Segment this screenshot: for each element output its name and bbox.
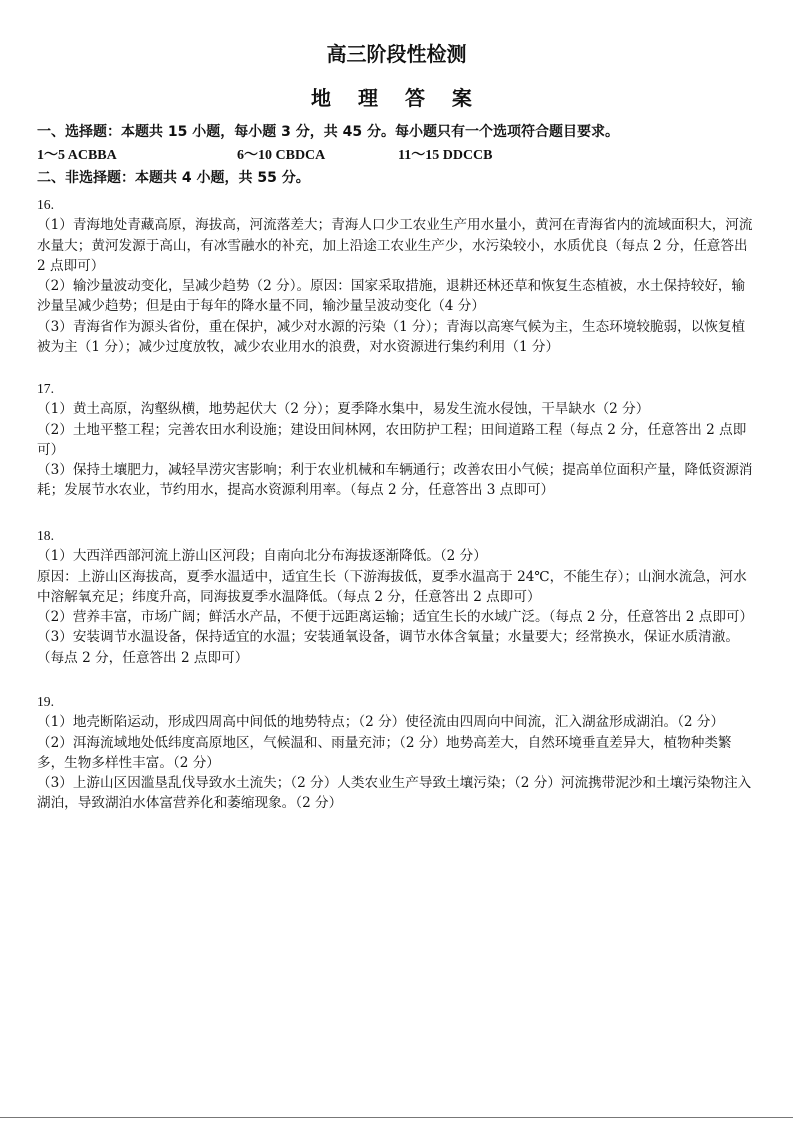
exam-subtitle: 地 理 答 案 — [311, 86, 482, 110]
question-number: 19. — [37, 694, 54, 709]
question-16 — [37, 195, 757, 357]
answer-line: （2）输沙量波动变化，呈减少趋势（2 分）。原因：国家采取措施，退耕还林还草和恢复生态植被，水土保持较好，输沙量呈减少趋势；但是由于每年的降水量不同，输沙量呈波动变化（4 分） — [37, 278, 746, 315]
question-number: 17. — [37, 381, 54, 396]
question-19 — [37, 692, 757, 814]
question-17 — [37, 379, 757, 501]
answer-line: （3）保持土壤肥力，减轻旱涝灾害影响；利于农业机械和车辆通行；改善农田小气候；提高单位面积产量，降低资源消耗；发展节水农业，节约用水，提高水资源利用率。（每点 2 分，任意答出 3 点即可） — [37, 462, 753, 499]
answer-key-1-5: 1～5 ACBBA — [37, 148, 117, 163]
answer-line: （3）青海省作为源头省份，重在保护，减少对水源的污染（1 分）；青海以高寒气候为主，生态环境较脆弱，以恢复植被为主（1 分）；减少过度放牧，减少农业用水的浪费，对水资源进行集约利用（1 分） — [37, 318, 746, 356]
answer-line: （1）黄土高原，沟壑纵横，地势起伏大（2 分）；夏季降水集中，易发生流水侵蚀，干旱缺水（2 分） — [37, 401, 650, 418]
question-18 — [37, 526, 757, 668]
section-1-heading: 一、选择题：本题共 15 小题，每小题 3 分，共 45 分。每小题只有一个选项符合题目要求。 — [37, 124, 619, 140]
answer-key-6-10: 6～10 CBDCA — [237, 148, 326, 163]
answer-line: 原因：上游山区海拔高，夏季水温适中，适宜生长（下游海拔低，夏季水温高于 24℃，不能生存）；山涧水流急，河水中溶解氧充足；纬度升高，同海拔夏季水温降低。（每点 2 分，任意答出 2 点即可） — [37, 568, 747, 605]
question-number: 18. — [37, 528, 54, 543]
answer-line: （2）土地平整工程；完善农田水利设施；建设田间林网，农田防护工程；田间道路工程（每点 2 分，任意答出 2 点即可） — [37, 421, 747, 458]
question-number: 16. — [37, 197, 54, 212]
section-2-heading: 二、非选择题：本题共 4 小题，共 55 分。 — [37, 170, 310, 186]
answer-line: （2）营养丰富，市场广阔；鲜活水产品，不便于远距离运输；适宜生长的水域广泛。（每点 2 分，任意答出 2 点即可） — [37, 609, 754, 626]
answer-line: （3）上游山区因滥垦乱伐导致水土流失；（2 分）人类农业生产导致土壤污染；（2 分）河流携带泥沙和土壤污染物注入湖泊，导致湖泊水体富营养化和萎缩现象。（2 分） — [37, 775, 752, 812]
answer-line: （1）大西洋西部河流上游山区河段；自南向北分布海拔逐渐降低。（2 分） — [37, 548, 487, 565]
page-bottom-rule — [0, 1117, 793, 1118]
answer-line: （1）青海地处青藏高原，海拔高，河流落差大；青海人口少工农业生产用水量小，黄河在青海省内的流域面积大，河流水量大；黄河发源于高山，有冰雪融水的补充，加上沿途工农业生产少，水污染较小，水质优良（每点 2 分，任意答出 2 点即可） — [37, 217, 753, 274]
answer-line: （2）洱海流域地处低纬度高原地区，气候温和、雨量充沛；（2 分）地势高差大，自然环境垂直差异大，植物种类繁多，生物多样性丰富。（2 分） — [37, 734, 732, 771]
answer-line: （3）安装调节水温设备，保持适宜的水温；安装通氧设备，调节水体含氧量；水量要大；经常换水，保证水质清澈。（每点 2 分，任意答出 2 点即可） — [37, 629, 739, 666]
answer-key-11-15: 11～15 DDCCB — [398, 148, 493, 163]
exam-title: 高三阶段性检测 — [326, 42, 467, 66]
answer-line: （1）地壳断陷运动，形成四周高中间低的地势特点；（2 分）使径流由四周向中间流，汇入湖盆形成湖泊。（2 分） — [37, 714, 725, 731]
